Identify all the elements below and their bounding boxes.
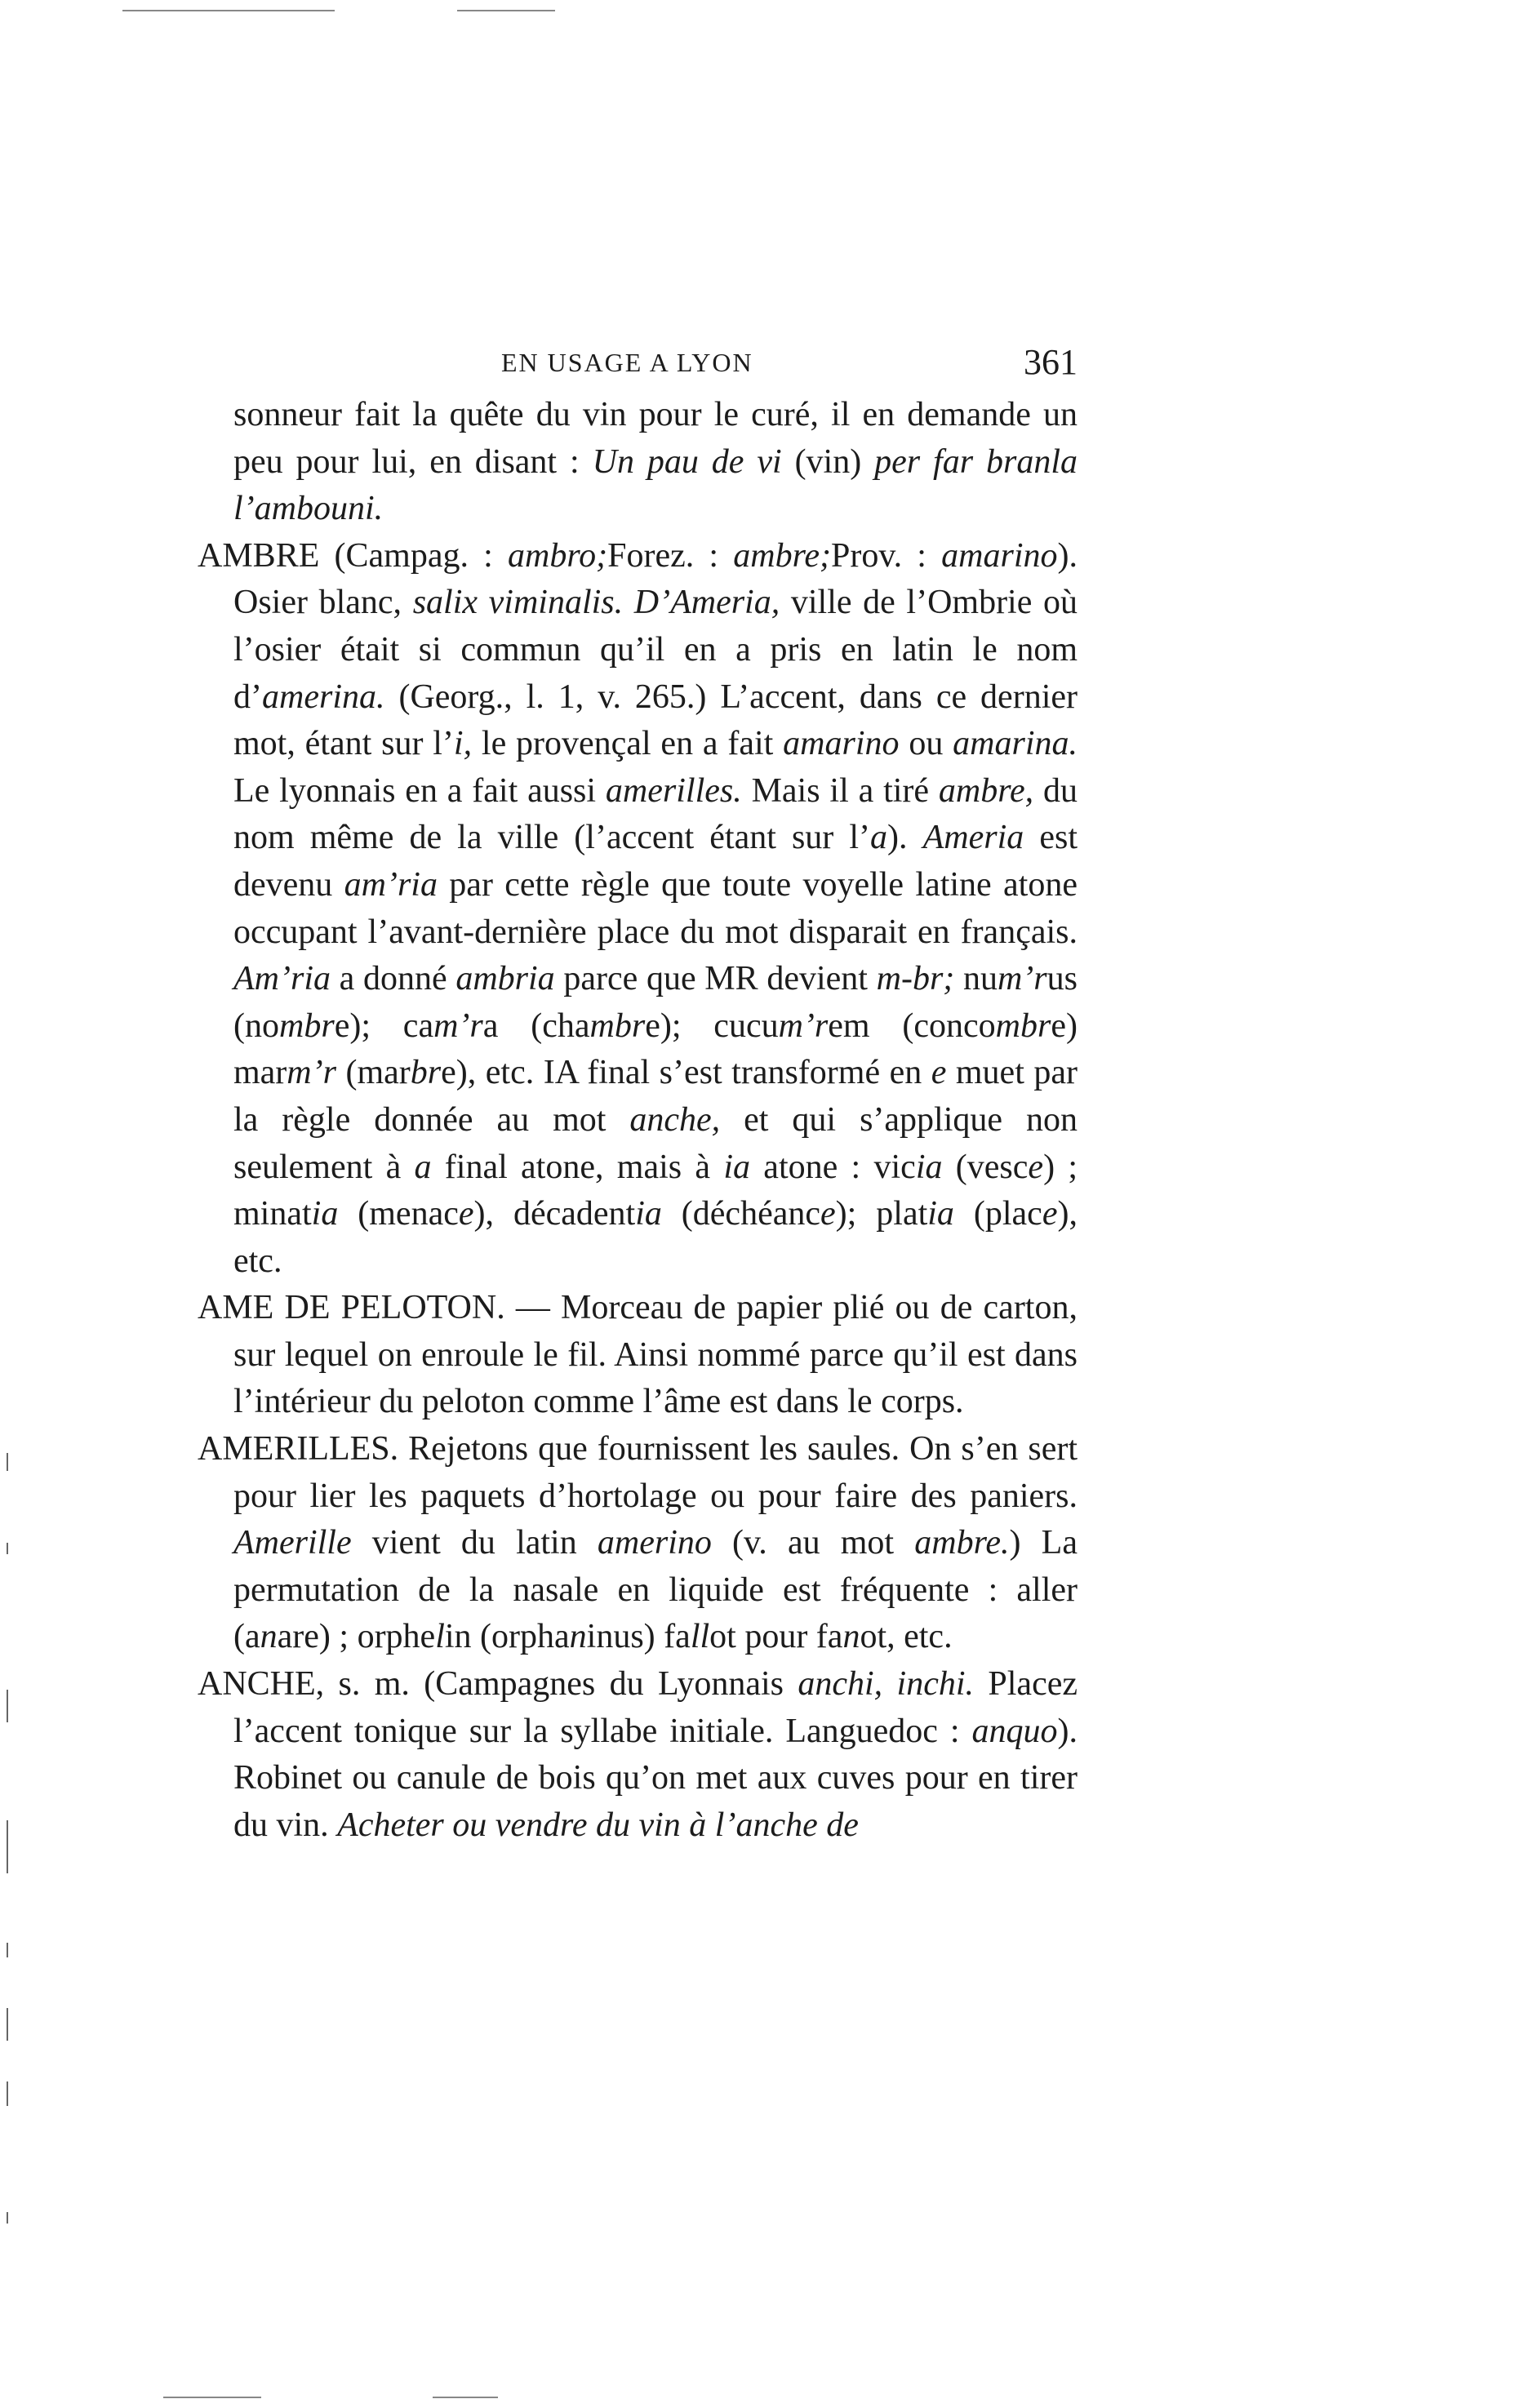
- text-run: ).: [887, 819, 923, 857]
- text-run: (Campag. :: [319, 536, 508, 575]
- text-run: ot pour fa: [709, 1618, 843, 1656]
- italic-run: ia: [723, 1148, 751, 1186]
- text-run: em (conco: [828, 1006, 996, 1045]
- headword: AMBRE: [198, 536, 320, 575]
- italic-run: l: [435, 1618, 445, 1656]
- entry-ambre: [198, 533, 1078, 1286]
- italic-run: m’r: [778, 1006, 829, 1045]
- scan-edge-top-2: [457, 10, 555, 11]
- italic-run: ia: [915, 1148, 943, 1186]
- text-run: (plac: [953, 1195, 1042, 1233]
- text-run: du nom même de la ville (l’accent étant sur l’: [233, 771, 1078, 857]
- italic-run: ia: [311, 1195, 339, 1233]
- text-run: ot, etc.: [860, 1618, 953, 1656]
- text-run: are) ; orphe: [277, 1618, 436, 1656]
- italic-run: amarina.: [953, 725, 1078, 763]
- italic-run: n: [569, 1618, 587, 1656]
- italic-run: n: [842, 1618, 860, 1656]
- text-run: a donné: [331, 960, 456, 998]
- italic-run: n: [260, 1618, 278, 1656]
- text-run: parce que MR devient: [554, 960, 877, 998]
- margin-mark: [7, 2081, 8, 2106]
- italic-run: ia: [635, 1195, 662, 1233]
- text-run: e); cucu: [645, 1006, 779, 1045]
- text-run: le provençal en a fait: [472, 725, 784, 763]
- text-run: (v. au mot: [711, 1524, 915, 1562]
- text-run: (Georg., l. 1, v. 265.) L’accent, dans ce dernier mot, étant sur l’: [233, 678, 1078, 763]
- text-run: atone : vic: [750, 1148, 916, 1186]
- text-run: inus) fa: [586, 1618, 691, 1656]
- text-run: ) ; minat: [233, 1148, 1078, 1233]
- page-header: [235, 341, 1078, 390]
- italic-run: amerilles.: [605, 771, 742, 810]
- italic-run: e: [820, 1195, 836, 1233]
- italic-run: m’r: [433, 1006, 483, 1045]
- text-run: Placez l’accent tonique sur la syllabe initiale. Languedoc :: [233, 1665, 1078, 1750]
- italic-run: m-br;: [876, 960, 955, 998]
- text-run: muet par la règle donnée au mot: [233, 1054, 1078, 1139]
- margin-mark: [7, 1820, 8, 1873]
- entry-anche: [198, 1661, 1078, 1849]
- italic-run: per far branla l’ambouni.: [233, 442, 1078, 528]
- italic-run: anche,: [629, 1100, 721, 1139]
- italic-run: salix viminalis. D’Ameria,: [412, 584, 780, 622]
- italic-run: amarino: [783, 725, 900, 763]
- italic-run: a: [870, 819, 888, 857]
- text-run: a (cha: [482, 1006, 590, 1045]
- text-run: Forez. :: [607, 536, 734, 575]
- italic-run: Ameria: [922, 819, 1024, 857]
- italic-run: a: [414, 1148, 432, 1186]
- italic-run: m’r: [287, 1054, 336, 1092]
- scan-edge-top: [122, 10, 335, 11]
- text-run: Prov. :: [831, 536, 942, 575]
- text-run: est devenu: [233, 819, 1078, 904]
- italic-run: e: [1042, 1195, 1058, 1233]
- italic-run: ambre.: [914, 1524, 1010, 1562]
- italic-run: i,: [453, 725, 473, 763]
- italic-run: Un pau de vi: [592, 442, 782, 481]
- text-run: ), etc.: [233, 1195, 1078, 1280]
- italic-run: am’ria: [344, 865, 438, 904]
- text-run: Rejetons que fournissent les saules. On s’en sert pour lier les paquets d’hortolage ou pour faire des paniers.: [233, 1430, 1078, 1515]
- italic-run: ambre;: [733, 536, 831, 575]
- italic-run: ambre,: [938, 771, 1034, 810]
- text-run: us (no: [233, 960, 1078, 1045]
- italic-run: Am’ria: [233, 960, 331, 998]
- text-run: Mais il a tiré: [741, 771, 939, 810]
- running-head: EN USAGE A LYON: [501, 348, 753, 377]
- italic-run: Amerille: [233, 1524, 352, 1562]
- text-run: (déchéanc: [661, 1195, 821, 1233]
- margin-mark: [7, 2212, 8, 2224]
- text-run: ou: [899, 725, 953, 763]
- text-run: nu: [954, 960, 998, 998]
- text-run: ). Osier blanc,: [233, 536, 1078, 622]
- margin-mark: [7, 2008, 8, 2041]
- text-run: e) mar: [233, 1006, 1078, 1092]
- headword: AMERILLES.: [198, 1430, 399, 1468]
- italic-run: anchi, inchi.: [798, 1665, 975, 1704]
- italic-run: ll: [690, 1618, 710, 1656]
- italic-run: amerina.: [262, 678, 385, 716]
- text-run: Le lyonnais en a fait aussi: [233, 771, 606, 810]
- text-run: et qui s’applique non seulement à: [233, 1100, 1078, 1186]
- margin-marks: [7, 1453, 10, 2228]
- text-run: (vesc: [942, 1148, 1029, 1186]
- text-run: — Morceau de papier plié ou de carton, sur lequel on enroule le fil. Ainsi nommé parce qu’il est dans l’intérieur du peloton comme l’âme est dans le corps.: [233, 1289, 1078, 1421]
- italic-run: mbr: [589, 1006, 646, 1045]
- italic-run: e: [1028, 1148, 1044, 1186]
- text-run: final atone, mais à: [431, 1148, 724, 1186]
- italic-run: Acheter ou vendre du vin à l’anche de: [337, 1806, 859, 1844]
- italic-run: e: [458, 1195, 474, 1233]
- scan-edge-bottom: [163, 2397, 261, 2398]
- scan-edge-bottom-2: [433, 2397, 498, 2398]
- text-run: ). Robinet ou canule de bois qu’on met aux cuves pour en tirer du vin.: [233, 1712, 1078, 1844]
- page-body: [198, 392, 1078, 1849]
- text-run: ); plat: [835, 1195, 928, 1233]
- italic-run: ambro;: [508, 536, 608, 575]
- margin-mark: [7, 1690, 8, 1722]
- text-run: (mar: [335, 1054, 411, 1092]
- italic-run: mbr: [279, 1006, 335, 1045]
- margin-mark: [7, 1543, 8, 1554]
- text-run: e); ca: [334, 1006, 434, 1045]
- italic-run: anquo: [971, 1712, 1058, 1750]
- headword: ANCHE,: [198, 1665, 325, 1704]
- margin-mark: [7, 1943, 8, 1957]
- italic-run: br: [410, 1054, 442, 1092]
- italic-run: mbr: [995, 1006, 1051, 1045]
- text-run: vient du latin: [351, 1524, 598, 1562]
- margin-mark: [7, 1453, 8, 1471]
- text-run: ), décadent: [473, 1195, 636, 1233]
- italic-run: amerino: [597, 1524, 712, 1562]
- italic-run: m’r: [997, 960, 1047, 998]
- entry-amerilles: [198, 1426, 1078, 1661]
- text-run: s. m. (Campagnes du Lyonnais: [324, 1665, 798, 1704]
- italic-run: ia: [927, 1195, 954, 1233]
- italic-run: e: [931, 1054, 947, 1092]
- text-run: ) La permutation de la nasale en liquide est fréquente : aller (a: [233, 1524, 1078, 1656]
- text-run: (vin): [781, 442, 875, 481]
- text-run: par cette règle que toute voyelle latine atone occupant l’avant-dernière place du mot disparait en français.: [233, 865, 1078, 951]
- text-run: e), etc. IA final s’est transformé en: [441, 1054, 931, 1092]
- text-run: sonneur fait la quête du vin pour le curé, il en demande un peu pour lui, en disant :: [233, 396, 1078, 481]
- entry-continuation: [198, 392, 1078, 533]
- page-number: 361: [1024, 342, 1078, 382]
- italic-run: amarino: [941, 536, 1058, 575]
- text-run: in (orpha: [444, 1618, 570, 1656]
- text-run: (menac: [338, 1195, 459, 1233]
- entry-ame-de-peloton: [198, 1285, 1078, 1426]
- italic-run: ambria: [455, 960, 555, 998]
- text-run: ville de l’Ombrie où l’osier était si commun qu’il en a pris en latin le nom d’: [233, 584, 1078, 716]
- headword: AME DE PELOTON.: [198, 1289, 505, 1327]
